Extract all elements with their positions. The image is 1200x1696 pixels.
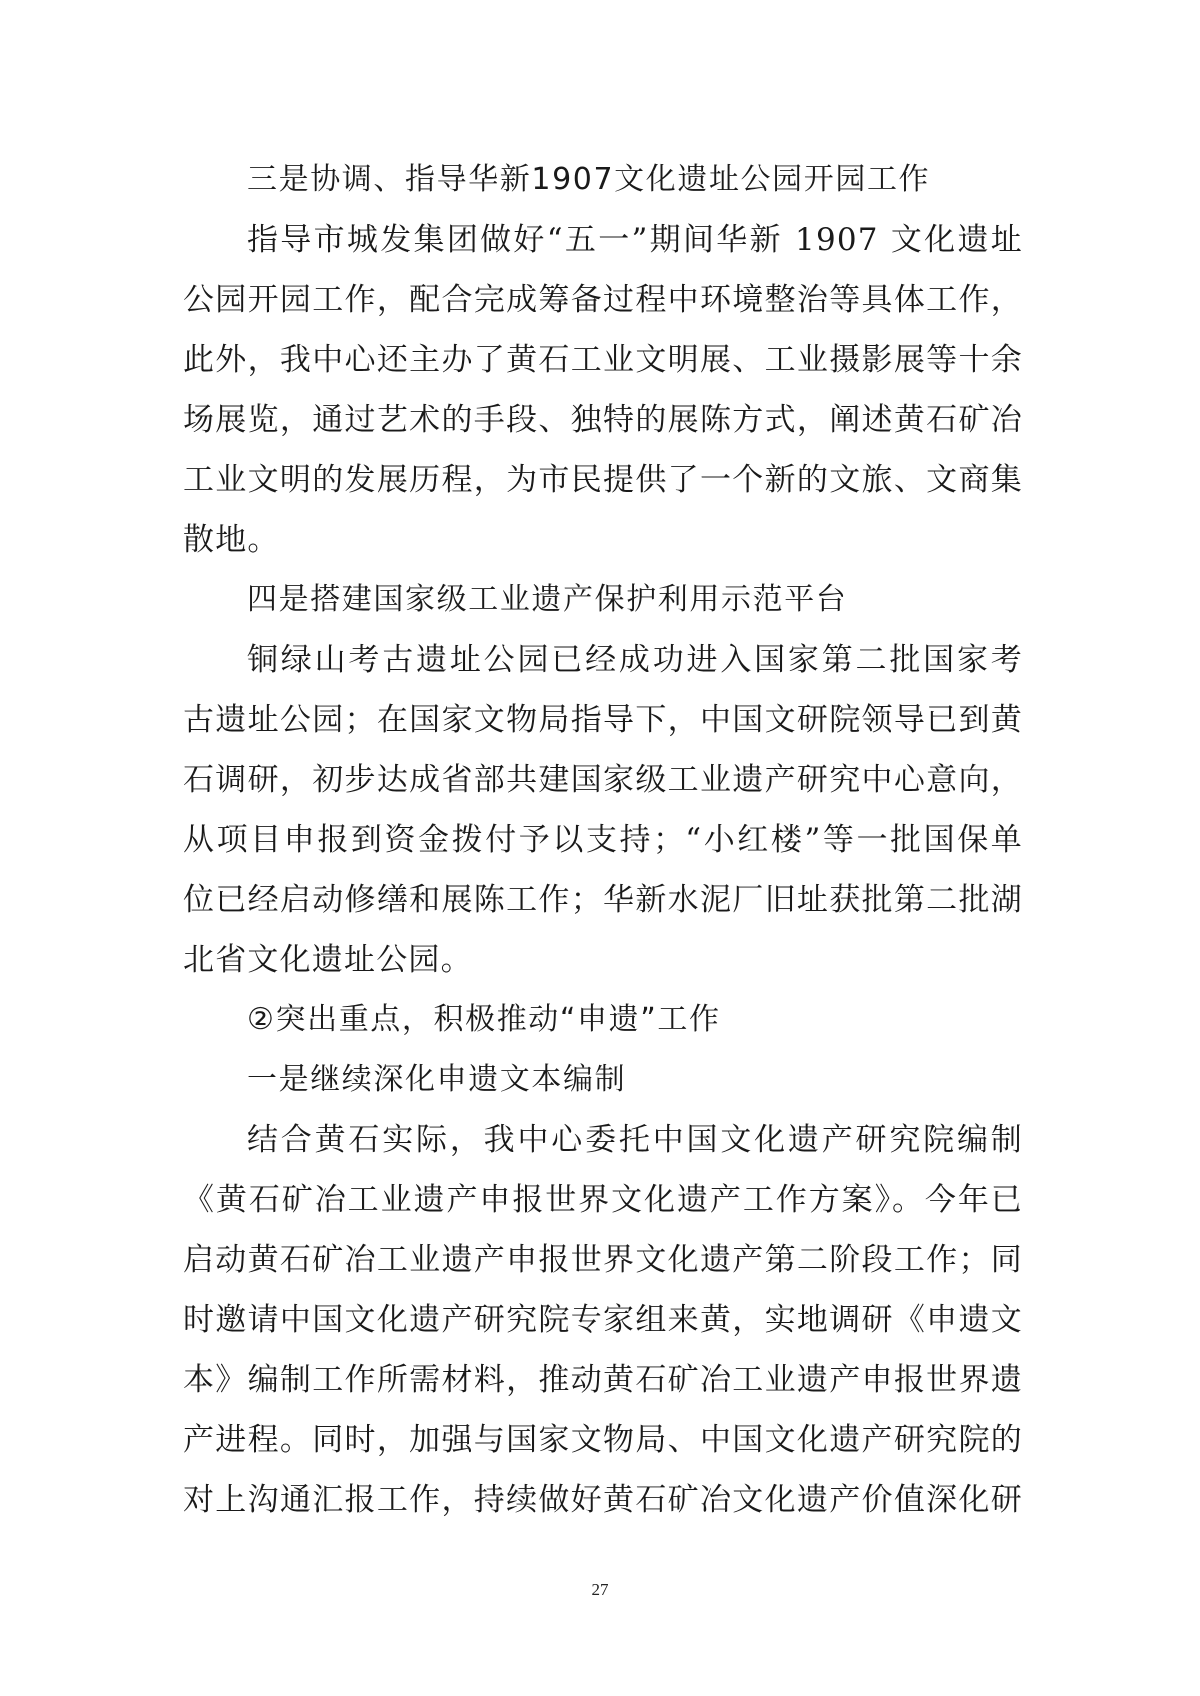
paragraph-line: 从项目申报到资金拨付予以支持；“小红楼”等一批国保单 (183, 822, 1023, 858)
paragraph-line: 对上沟通汇报工作，持续做好黄石矿冶文化遗产价值深化研 (183, 1482, 1023, 1518)
paragraph-line: 指导市城发集团做好“五一”期间华新 1907 文化遗址 (247, 222, 1023, 258)
section-heading: ②突出重点，积极推动“申遗”工作 (247, 1002, 721, 1037)
paragraph-line: 工业文明的发展历程，为市民提供了一个新的文旅、文商集 (183, 462, 1023, 498)
document-body (183, 150, 1023, 1530)
paragraph-line: 产进程。同时，加强与国家文物局、中国文化遗产研究院的 (183, 1422, 1023, 1458)
paragraph-line: 此外，我中心还主办了黄石工业文明展、工业摄影展等十余 (183, 342, 1023, 378)
paragraph-line: 北省文化遗址公园。 (183, 942, 473, 978)
page-number: 27 (591, 1580, 609, 1599)
section-heading: 四是搭建国家级工业遗产保护利用示范平台 (247, 582, 848, 617)
paragraph-line: 石调研，初步达成省部共建国家级工业遗产研究中心意向， (183, 762, 1023, 798)
paragraph-line: 启动黄石矿冶工业遗产申报世界文化遗产第二阶段工作；同 (183, 1242, 1023, 1278)
paragraph-line: 位已经启动修缮和展陈工作；华新水泥厂旧址获批第二批湖 (183, 882, 1023, 918)
paragraph-line: 结合黄石实际，我中心委托中国文化遗产研究院编制 (247, 1122, 1023, 1158)
paragraph-line: 铜绿山考古遗址公园已经成功进入国家第二批国家考 (247, 642, 1023, 678)
section-heading: 三是协调、指导华新1907文化遗址公园开园工作 (247, 162, 931, 197)
paragraph-line: 《黄石矿冶工业遗产申报世界文化遗产工作方案》。今年已 (183, 1182, 1023, 1218)
paragraph-line: 古遗址公园；在国家文物局指导下，中国文研院领导已到黄 (183, 702, 1023, 738)
paragraph-line: 场展览，通过艺术的手段、独特的展陈方式，阐述黄石矿冶 (183, 402, 1023, 438)
paragraph-line: 本》编制工作所需材料，推动黄石矿冶工业遗产申报世界遗 (183, 1362, 1023, 1398)
section-heading: 一是继续深化申遗文本编制 (247, 1062, 627, 1097)
paragraph-line: 时邀请中国文化遗产研究院专家组来黄，实地调研《申遗文 (183, 1302, 1023, 1338)
paragraph-line: 公园开园工作，配合完成筹备过程中环境整治等具体工作， (183, 282, 1023, 318)
paragraph-line: 散地。 (183, 522, 280, 558)
